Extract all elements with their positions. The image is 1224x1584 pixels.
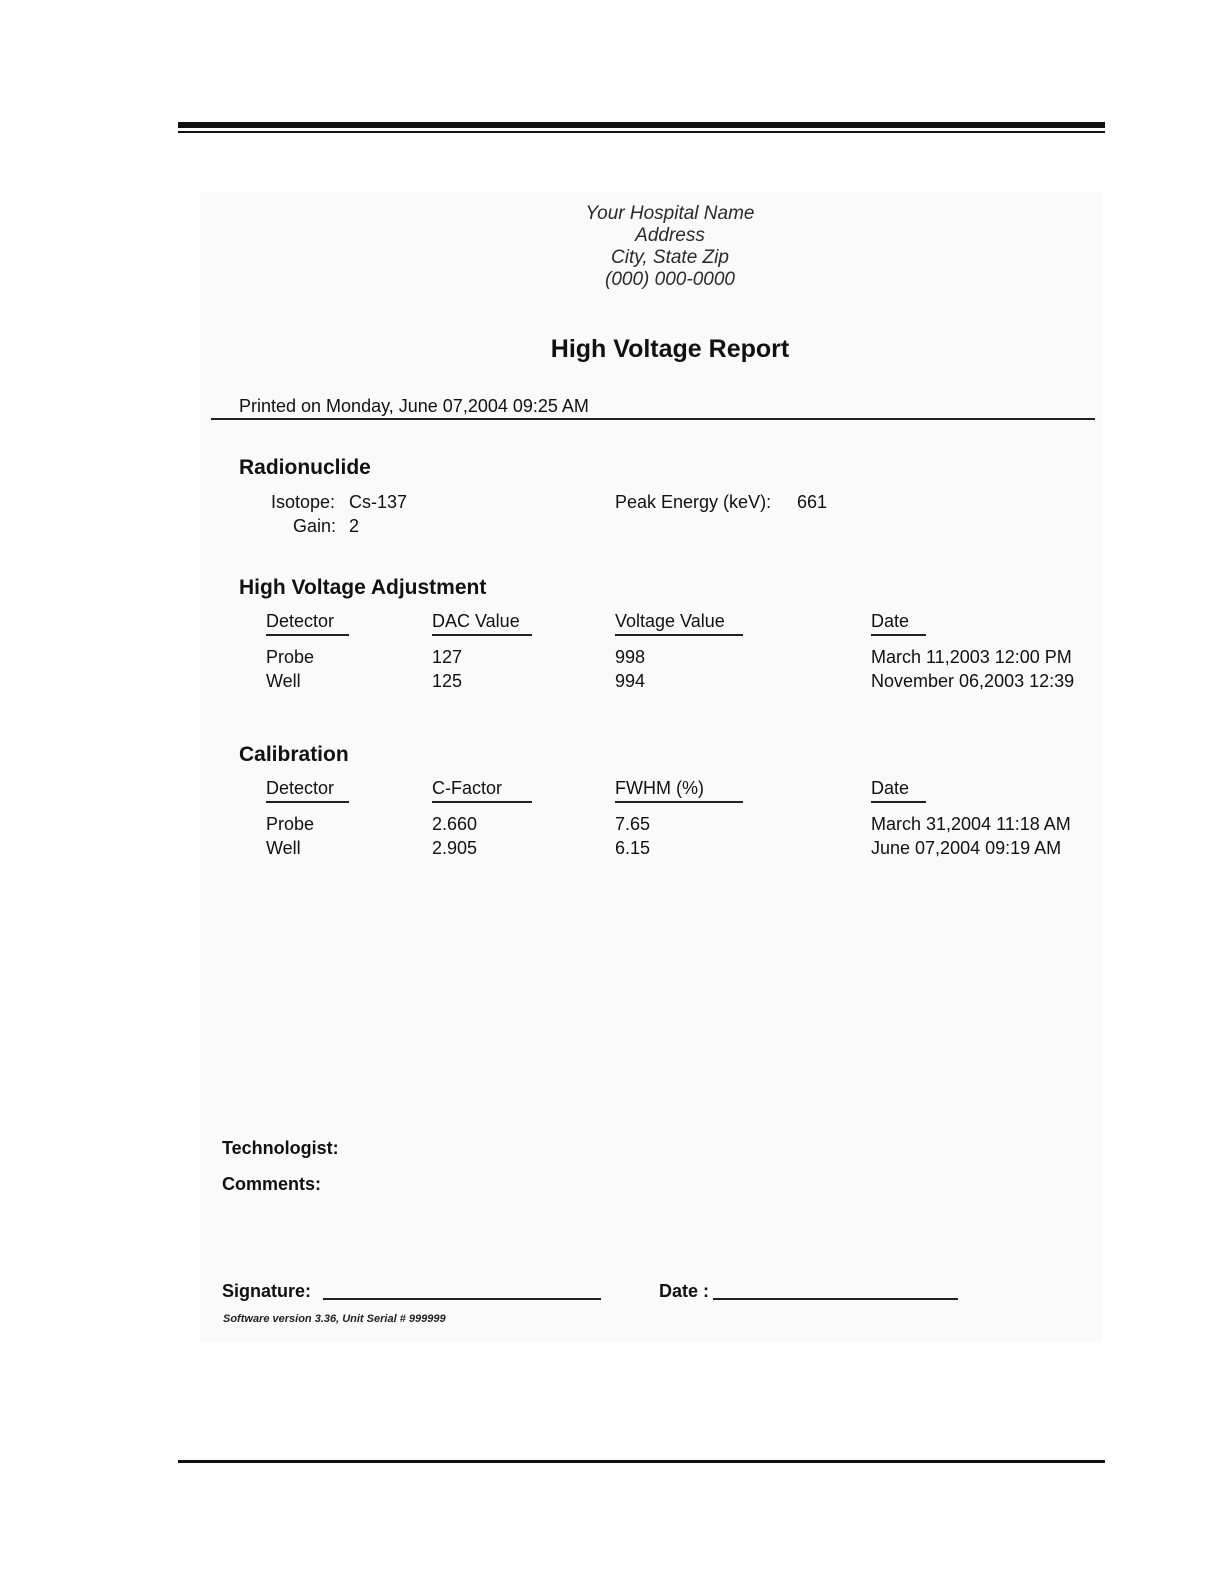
cal-row-well-fwhm: 6.15 <box>615 838 651 858</box>
hv-row-well-date: November 06,2003 12:39 <box>871 671 1075 691</box>
hv-col-dac: DAC Value <box>432 611 520 631</box>
hv-row-probe-dac: 127 <box>432 647 463 667</box>
cal-row-well-cfactor: 2.905 <box>432 838 478 858</box>
top-rule-thick <box>178 122 1105 128</box>
isotope-value: Cs-137 <box>349 492 408 512</box>
cal-col-cfactor: C-Factor <box>432 778 503 798</box>
hv-col-voltage-underline <box>615 634 743 636</box>
gain-label: Gain: <box>293 516 337 536</box>
report-page <box>200 192 1102 1342</box>
date-line <box>713 1298 958 1300</box>
cal-col-detector: Detector <box>266 778 335 798</box>
date-label: Date : <box>659 1281 710 1301</box>
hv-row-probe-detector: Probe <box>266 647 315 667</box>
hv-col-date-underline <box>871 634 926 636</box>
header-separator <box>211 418 1095 420</box>
cal-col-detector-underline <box>266 801 349 803</box>
hospital-name: Your Hospital Name <box>585 203 755 224</box>
radionuclide-heading: Radionuclide <box>239 456 371 479</box>
hv-adjustment-heading: High Voltage Adjustment <box>239 576 487 599</box>
printed-on: Printed on Monday, June 07,2004 09:25 AM <box>239 396 589 416</box>
technologist-label: Technologist: <box>222 1138 339 1158</box>
hv-col-detector-underline <box>266 634 349 636</box>
hospital-header <box>470 203 870 291</box>
cal-col-fwhm: FWHM (%) <box>615 778 704 798</box>
cal-col-date: Date <box>871 778 910 798</box>
hv-row-probe-date: March 11,2003 12:00 PM <box>871 647 1072 667</box>
signature-label: Signature: <box>222 1281 312 1301</box>
hv-row-well-voltage: 994 <box>615 671 646 691</box>
cal-row-probe-cfactor: 2.660 <box>432 814 478 834</box>
hv-row-well-detector: Well <box>266 671 301 691</box>
cal-col-cfactor-underline <box>432 801 532 803</box>
signature-line <box>323 1298 601 1300</box>
hospital-address: Address <box>635 225 705 246</box>
hv-col-date: Date <box>871 611 910 631</box>
hospital-city-state-zip: City, State Zip <box>611 247 729 268</box>
hv-col-detector: Detector <box>266 611 335 631</box>
peak-energy-value: 661 <box>797 492 828 512</box>
hv-col-dac-underline <box>432 634 532 636</box>
cal-col-fwhm-underline <box>615 801 743 803</box>
hv-row-well-dac: 125 <box>432 671 463 691</box>
isotope-label: Isotope: <box>271 492 336 512</box>
report-title: High Voltage Report <box>550 335 790 363</box>
cal-row-probe-date: March 31,2004 11:18 AM <box>871 814 1071 834</box>
hospital-phone: (000) 000-0000 <box>605 269 735 290</box>
bottom-rule <box>178 1460 1105 1463</box>
gain-value: 2 <box>349 516 360 536</box>
top-rule-thin <box>178 131 1105 133</box>
cal-row-probe-detector: Probe <box>266 814 315 834</box>
calibration-heading: Calibration <box>239 743 349 766</box>
cal-row-well-date: June 07,2004 09:19 AM <box>871 838 1062 858</box>
peak-energy-label: Peak Energy (keV): <box>615 492 772 512</box>
comments-label: Comments: <box>222 1174 322 1194</box>
hv-col-voltage: Voltage Value <box>615 611 725 631</box>
hv-row-probe-voltage: 998 <box>615 647 646 667</box>
cal-row-well-detector: Well <box>266 838 301 858</box>
cal-row-probe-fwhm: 7.65 <box>615 814 651 834</box>
cal-col-date-underline <box>871 801 926 803</box>
software-note: Software version 3.36, Unit Serial # 999999 <box>223 1313 446 1325</box>
